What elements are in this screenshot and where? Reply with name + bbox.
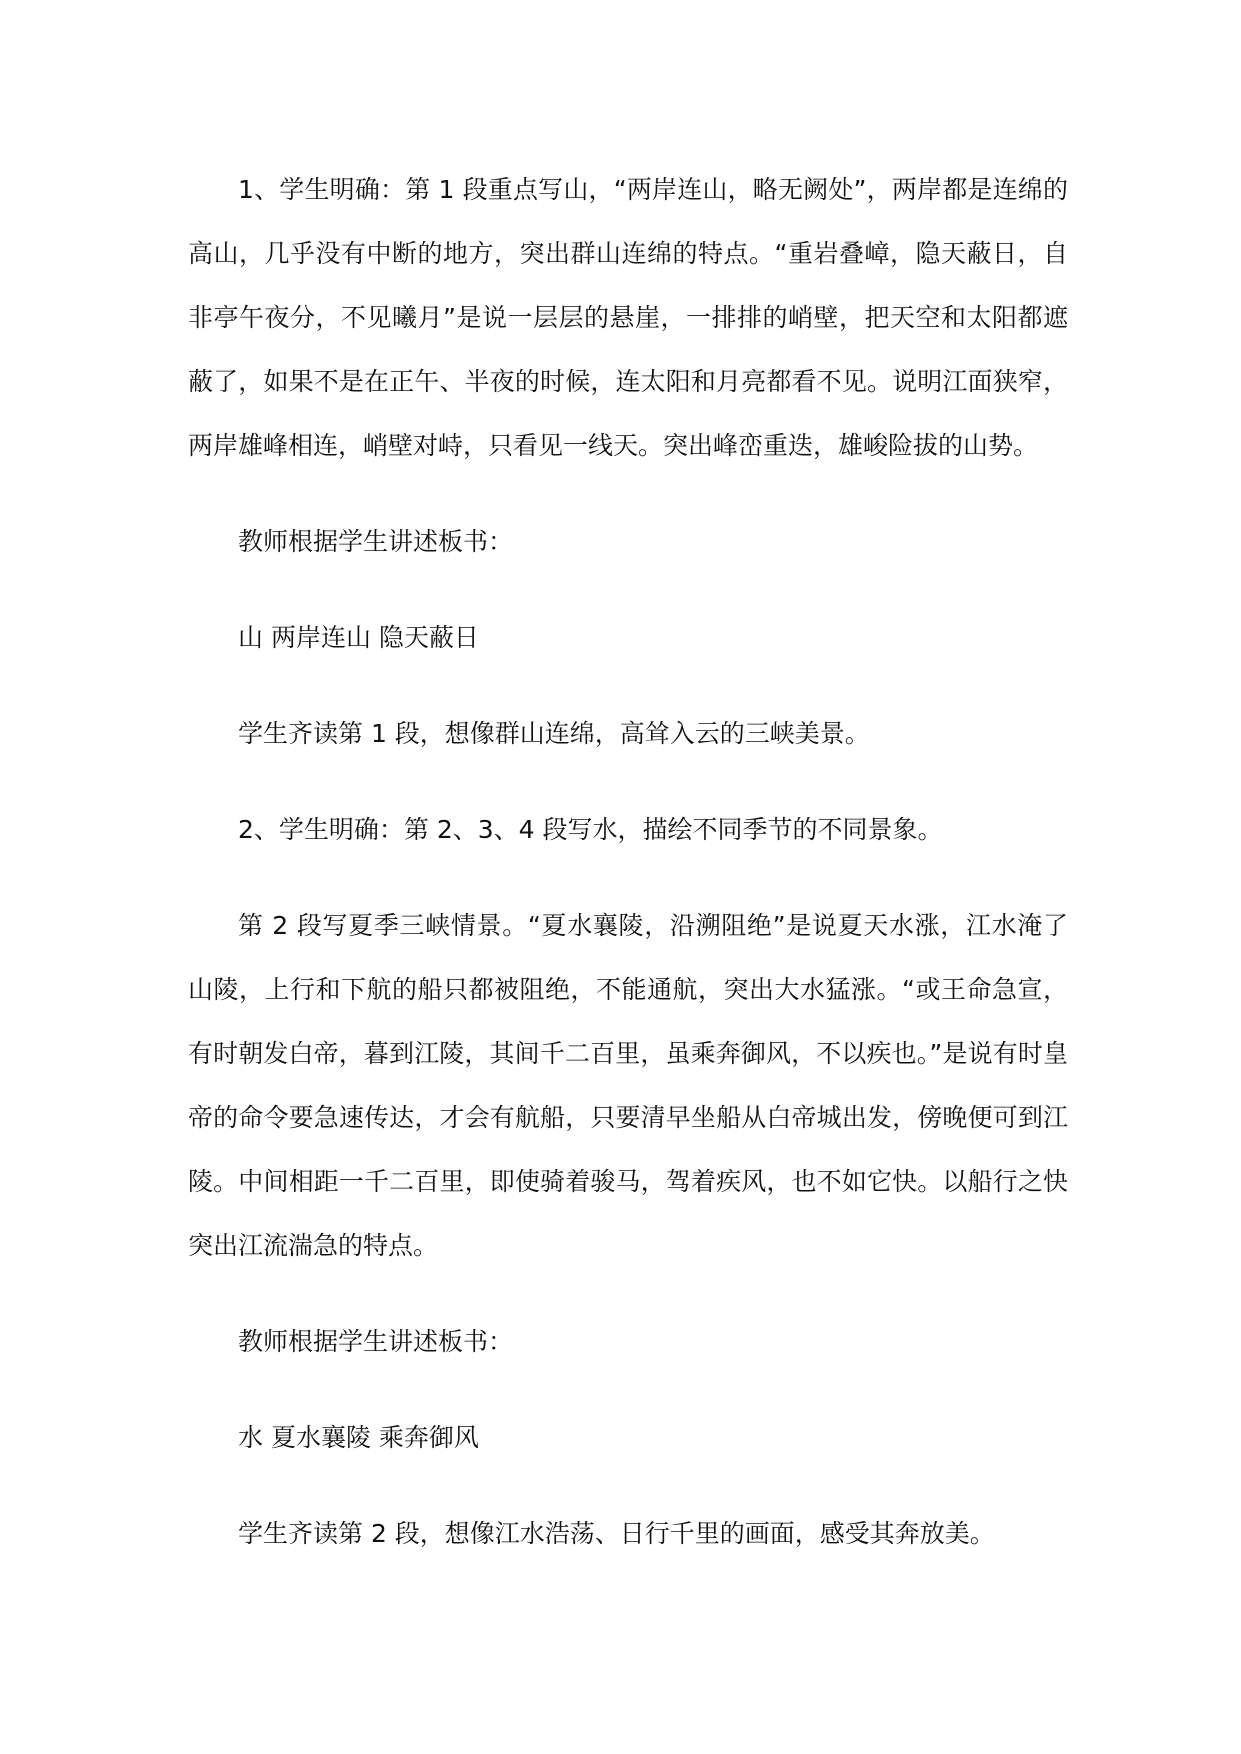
paragraph-summer-analysis: 第 2 段写夏季三峡情景。“夏水襄陵，沿溯阻绝”是说夏天水涨，江水淹了山陵，上行和下航的船只都被阻绝，不能通航，突出大水猛涨。“或王命急宣，有时朝发白帝，暮到江陵，其间千二百里，虽乘奔御风，不以疾也。”是说有时皇帝的命令要急速传达，才会有航船，只要清早坐船从白帝城出发，傍晚便可到江陵。中间相距一千二百里，即使骑着骏马，驾着疾风，也不如它快。以船行之快突出江流湍急的特点。 [188,911,1068,1260]
paragraph-board-water: 水 夏水襄陵 乘奔御风 [238,1423,479,1452]
paragraph-read-section-2: 学生齐读第 2 段，想像江水浩荡、日行千里的画面，感受其奔放美。 [238,1519,995,1548]
paragraph-board-intro-1: 教师根据学生讲述板书： [238,527,514,556]
paragraph-board-mountain: 山 两岸连山 隐天蔽日 [238,623,479,652]
paragraph-water-overview: 2、学生明确：第 2、3、4 段写水，描绘不同季节的不同景象。 [238,815,943,844]
document-body [188,158,1068,1598]
paragraph-mountain-analysis: 1、学生明确：第 1 段重点写山，“两岸连山，略无阙处”，两岸都是连绵的高山，几乎没有中断的地方，突出群山连绵的特点。“重岩叠嶂，隐天蔽日，自非亭午夜分，不见曦月”是说一层层的悬崖，一排排的峭壁，把天空和太阳都遮蔽了，如果不是在正午、半夜的时候，连太阳和月亮都看不见。说明江面狭窄，两岸雄峰相连，峭壁对峙，只看见一线天。突出峰峦重迭，雄峻险拔的山势。 [188,175,1068,460]
paragraph-read-section-1: 学生齐读第 1 段，想像群山连绵，高耸入云的三峡美景。 [238,719,870,748]
paragraph-board-intro-2: 教师根据学生讲述板书： [238,1327,514,1356]
